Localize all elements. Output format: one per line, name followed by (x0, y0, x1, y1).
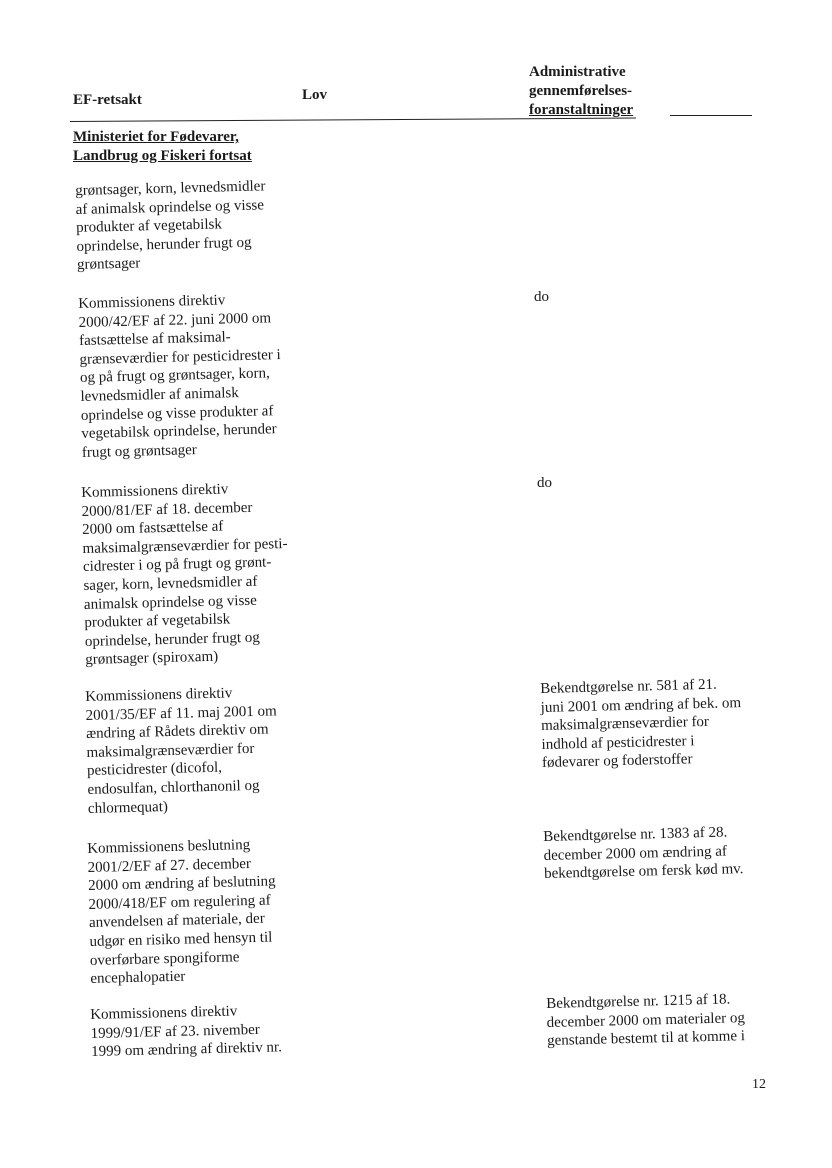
section-heading-line2: Landbrug og Fiskeri fortsat (73, 148, 252, 164)
column-header-lov: Lov (302, 87, 328, 103)
column-header-adm-line1: Administrative (529, 64, 626, 80)
row-4-adm-text: Bekendtgørelse nr. 1383 af 28. december 2000 om ændring af bekendtgørelse om fersk kød mv. (543, 824, 744, 883)
section-heading-line1: Ministeriet for Fødevarer, (73, 129, 239, 145)
row-5-ef-text: Kommissionens direktiv 1999/91/EF af 23. nivember 1999 om ændring af direktiv nr. (90, 1003, 283, 1061)
row-5-adm-text: Bekendtgørelse nr. 1215 af 18. december 2000 om materialer og genstande bestemt til at komme i (546, 991, 746, 1050)
column-header-adm-line2: gennemførelses- (529, 83, 633, 99)
column-header-adm-line3: foranstaltninger (529, 102, 634, 118)
row-1-ef-text: Kommissionens direktiv 2000/42/EF af 22. juni 2000 om fastsættelse af maksimal- grænseværdier for pesticidrester i og på frugt og grøntsager, korn, levnedsmidler af animalsk oprindelse og visse produkter af vegetabilsk oprindelse, herunder frugt og grøntsager (78, 292, 281, 461)
column-header-administrative (529, 63, 633, 120)
row-2-adm-text: do (537, 475, 552, 491)
row-2-ef-text: Kommissionens direktiv 2000/81/EF af 18. december 2000 om fastsættelse af maksimalgrænseværdier for pesti- cidrester i og på frugt og grønt- sager, korn, levnedsmidler af animalsk oprindelse og visse produkter af vegetabilsk oprindelse, herunder frugt og grøntsager (spiroxam) (81, 481, 288, 669)
row-1-adm-text: do (534, 289, 549, 305)
column-header-ef-retsakt: EF-retsakt (73, 92, 142, 108)
section-heading (73, 128, 252, 166)
row-0-ef-text: grøntsager, korn, levnedsmidler af animalsk oprindelse og visse produkter af vegetabilsk oprindelse, herunder frugt og grøntsager (75, 178, 266, 274)
row-4-ef-text: Kommissionens beslutning 2001/2/EF af 27. december 2000 om ændring af beslutning 2000/418/EF om regulering af anvendelsen af materiale, der udgør en risiko med hensyn til overførbare spongiforme encephalopatier (87, 837, 276, 988)
header-rule-right (670, 115, 752, 116)
row-3-ef-text: Kommissionens direktiv 2001/35/EF af 11. maj 2001 om ændring af Rådets direktiv om maksimalgrænseværdier for pesticidrester (dicofol, endosulfan, chlorthanonil og chlormequat) (85, 685, 277, 817)
row-3-adm-text: Bekendtgørelse nr. 581 af 21. juni 2001 om ændring af bek. om maksimalgrænseværdier for indhold af pesticidrester i fødevarer og foderstoffer (540, 676, 742, 772)
page-number: 12 (752, 1077, 766, 1092)
